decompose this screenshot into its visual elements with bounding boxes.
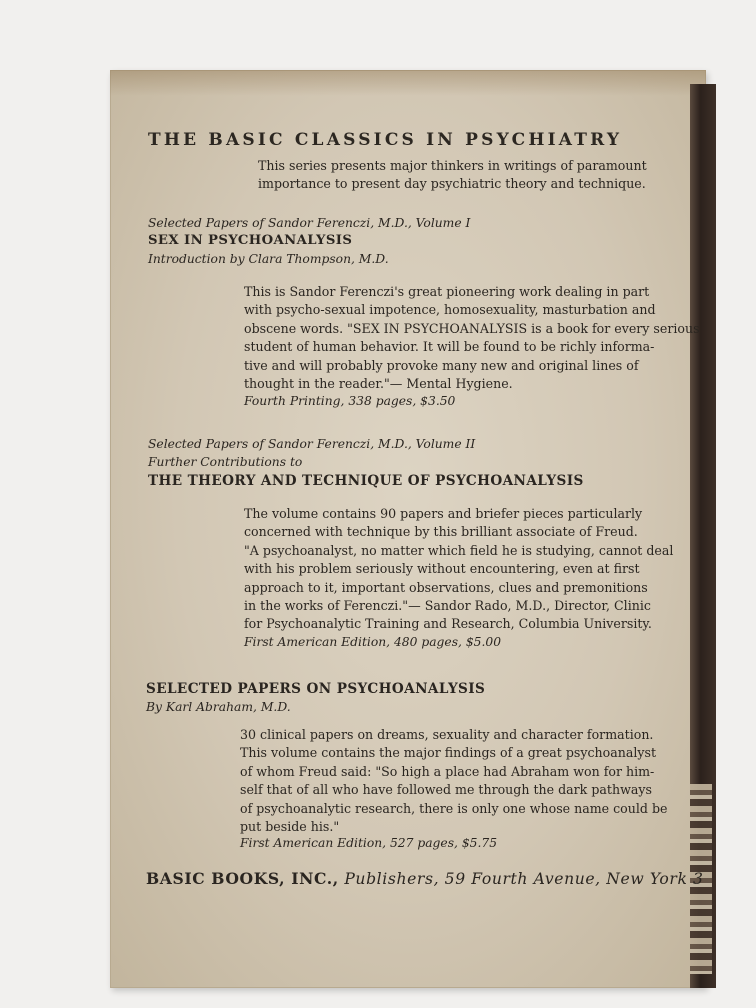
series-desc-line: This series presents major thinkers in writings of paramount xyxy=(258,158,647,173)
book2-title: THE THEORY AND TECHNIQUE OF PSYCHOANALYSIS xyxy=(148,473,584,489)
book1-series-line: Selected Papers of Sandor Ferenczi, M.D., Volume I xyxy=(148,216,471,230)
book3-price: First American Edition, 527 pages, $5.75 xyxy=(240,836,498,850)
book2-price: First American Edition, 480 pages, $5.00 xyxy=(244,635,502,649)
book3-title: SELECTED PAPERS ON PSYCHOANALYSIS xyxy=(146,681,486,697)
desc-line: thought in the reader."— Mental Hygiene. xyxy=(244,376,513,392)
desc-line: of whom Freud said: "So high a place had Abraham won for him- xyxy=(240,763,655,779)
book2-description xyxy=(244,505,673,634)
desc-line: self that of all who have followed me through the dark pathways xyxy=(240,782,652,798)
desc-line: The volume contains 90 papers and briefer pieces particularly xyxy=(244,506,643,521)
desc-line: put beside his." xyxy=(240,819,340,835)
publisher-name: BASIC BOOKS, INC., xyxy=(146,869,339,888)
desc-line: with psycho-sexual impotence, homosexuality, masturbation and xyxy=(244,302,656,318)
book3-byline: By Karl Abraham, M.D. xyxy=(146,700,291,714)
book2-subtitle: Further Contributions to xyxy=(148,455,303,469)
water-stain xyxy=(110,70,706,96)
desc-line: concerned with technique by this brilliant associate of Freud. xyxy=(244,524,638,540)
desc-line: 30 clinical papers on dreams, sexuality and character formation. xyxy=(240,727,654,742)
desc-line: This is Sandor Ferenczi's great pioneering work dealing in part xyxy=(244,284,650,299)
series-description xyxy=(258,157,647,193)
book2-series-line: Selected Papers of Sandor Ferenczi, M.D., Volume II xyxy=(148,437,476,451)
desc-line: in the works of Ferenczi."— Sandor Rado, M.D., Director, Clinic xyxy=(244,598,651,614)
book1-price: Fourth Printing, 338 pages, $3.50 xyxy=(244,394,456,408)
book1-description xyxy=(244,283,700,393)
series-desc-line: importance to present day psychiatric theory and technique. xyxy=(258,176,646,191)
desc-line: approach to it, important observations, clues and premonitions xyxy=(244,579,648,595)
book1-title: SEX IN PSYCHOANALYSIS xyxy=(148,233,353,248)
book1-byline: Introduction by Clara Thompson, M.D. xyxy=(148,252,389,266)
desc-line: "A psychoanalyst, no matter which field he is studying, cannot deal xyxy=(244,542,674,558)
desc-line: of psychoanalytic research, there is only one whose name could be xyxy=(240,800,668,816)
desc-line: This volume contains the major findings of a great psychoanalyst xyxy=(240,745,657,761)
desc-line: tive and will probably provoke many new and original lines of xyxy=(244,357,639,373)
desc-line: obscene words. "SEX IN PSYCHOANALYSIS is a book for every serious xyxy=(244,320,700,336)
publisher-line xyxy=(146,869,704,888)
series-title: THE BASIC CLASSICS IN PSYCHIATRY xyxy=(148,130,623,150)
desc-line: student of human behavior. It will be found to be richly informa- xyxy=(244,339,655,355)
publisher-address: Publishers, 59 Fourth Avenue, New York 3 xyxy=(344,870,704,888)
desc-line: with his problem seriously without encountering, even at first xyxy=(244,561,640,577)
desc-line: for Psychoanalytic Training and Research, Columbia University. xyxy=(244,616,652,632)
book3-description xyxy=(240,726,667,836)
book-spine xyxy=(690,84,716,988)
